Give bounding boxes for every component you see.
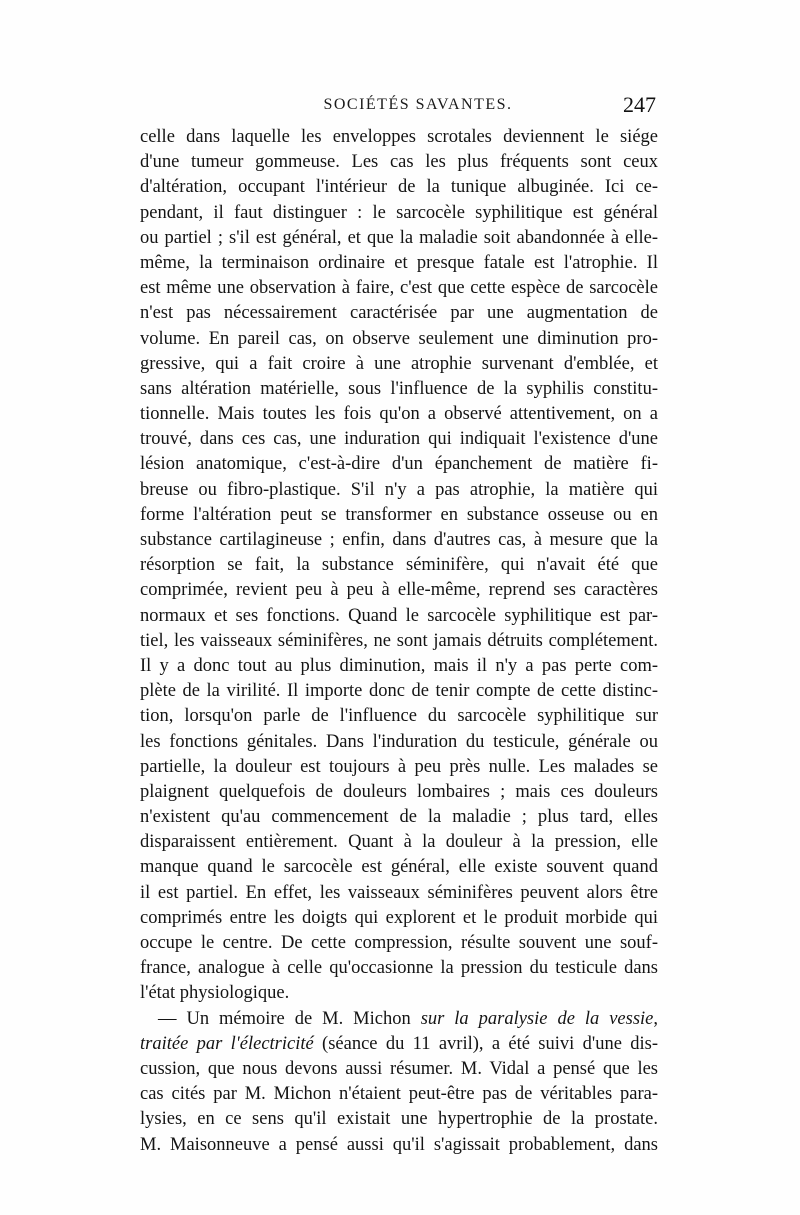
text-line: plaignent quelquefois de douleurs lombaires ; mais ces douleurs — [140, 781, 658, 802]
text-line: breuse ou fibro-plastique. S'il n'y a pas atrophie, la matière qui — [140, 479, 658, 500]
text-line: trouvé, dans ces cas, une induration qui indiquait l'existence d'une — [140, 429, 658, 450]
text-line: n'est pas nécessairement caractérisée par une augmentation de — [140, 303, 658, 324]
text-line: d'une tumeur gommeuse. Les cas les plus fréquents sont ceux — [140, 152, 658, 173]
italic-title-span: sur la paralysie de la vessie — [420, 1008, 654, 1029]
text-line: comprimée, revient peu à peu à elle-même, reprend ses caractères — [140, 580, 658, 601]
body-text — [140, 125, 658, 1158]
text-line: france, analogue à celle qu'occasionne la pression du testicule dans — [140, 958, 658, 979]
text-line: sans altération matérielle, sous l'influence de la syphilis constitu- — [140, 378, 658, 399]
text-line: M. Maisonneuve a pensé aussi qu'il s'agissait probablement, dans — [140, 1134, 658, 1155]
text-line: d'altération, occupant l'intérieur de la tunique albuginée. Ici ce- — [140, 177, 658, 198]
text-line: résorption se fait, la substance séminifère, qui n'avait été que — [140, 555, 658, 576]
text-line: substance cartilagineuse ; enfin, dans d'autres cas, à mesure que la — [140, 530, 658, 550]
text-line: les fonctions génitales. Dans l'induration du testicule, générale ou — [140, 731, 658, 752]
text-line: comprimés entre les doigts qui explorent et le produit morbide qui — [140, 907, 658, 928]
paragraph-continuation — [140, 1057, 658, 1158]
text-line: gressive, qui a fait croire à une atrophie survenant d'emblée, et — [140, 353, 658, 374]
text-line: plète de la virilité. Il importe donc de tenir compte de cette distinc- — [140, 681, 658, 702]
running-title: SOCIÉTÉS SAVANTES. — [323, 96, 513, 113]
text-line: tiel, les vaisseaux séminifères, ne sont jamais détruits complétement. — [140, 630, 658, 651]
paragraph-michon-memoir — [140, 1007, 658, 1158]
text-line: forme l'altération peut se transformer en substance osseuse ou en — [140, 504, 658, 525]
text-line: partielle, la douleur est toujours à peu près nulle. Les malades se — [140, 756, 658, 777]
text-span: — Un mémoire de M. Michon — [158, 1008, 421, 1029]
text-line: même, la terminaison ordinaire et presque fatale est l'atrophie. Il — [140, 252, 658, 273]
text-span: , — [653, 1008, 658, 1029]
text-line: il est partiel. En effet, les vaisseaux séminifères peuvent alors être — [140, 882, 658, 903]
text-line: tionnelle. Mais toutes les fois qu'on a observé attentivement, on a — [140, 404, 658, 425]
text-line: lysies, en ce sens qu'il existait une hypertrophie de la prostate. — [140, 1109, 658, 1130]
page-number: 247 — [623, 92, 656, 117]
text-line: cas cités par M. Michon n'étaient peut-être pas de véritables para- — [140, 1084, 658, 1105]
text-line: Il y a donc tout au plus diminution, mais il n'y a pas perte com- — [140, 655, 658, 676]
text-line: l'état physiologique. — [140, 983, 290, 1004]
text-line: manque quand le sarcocèle est général, elle existe souvent quand — [140, 857, 658, 878]
text-line: cussion, que nous devons aussi résumer. M. Vidal a pensé que les — [140, 1058, 658, 1079]
text-line: n'existent qu'au commencement de la maladie ; plus tard, elles — [140, 807, 658, 828]
text-line: est même une observation à faire, c'est que cette espèce de sarcocèle — [140, 278, 658, 299]
text-line: lésion anatomique, c'est-à-dire d'un épanchement de matière fi- — [140, 454, 658, 475]
text-line: ou partiel ; s'il est général, et que la maladie soit abandonnée à elle- — [140, 227, 658, 248]
text-line: pendant, il faut distinguer : le sarcocèle syphilitique est général — [140, 202, 658, 223]
text-line: volume. En pareil cas, on observe seulement une diminution pro- — [140, 328, 658, 349]
text-line: disparaissent entièrement. Quant à la douleur à la pression, elle — [140, 832, 658, 853]
text-line: occupe le centre. De cette compression, résulte souvent une souf- — [140, 933, 658, 953]
paragraph-sarcocele — [140, 125, 658, 1007]
text-line: tion, lorsqu'on parle de l'influence du sarcocèle syphilitique sur — [140, 706, 658, 727]
page-header — [140, 92, 656, 126]
text-line: celle dans laquelle les enveloppes scrotales deviennent le siége — [140, 127, 658, 147]
italic-title-span: traitée par l'électricité — [140, 1033, 314, 1054]
text-line: normaux et ses fonctions. Quand le sarcocèle syphilitique est par- — [140, 605, 658, 626]
text-span: (séance du 11 avril), a été suivi d'une dis- — [313, 1033, 658, 1054]
text-line — [140, 1007, 658, 1032]
text-line — [140, 1032, 658, 1057]
